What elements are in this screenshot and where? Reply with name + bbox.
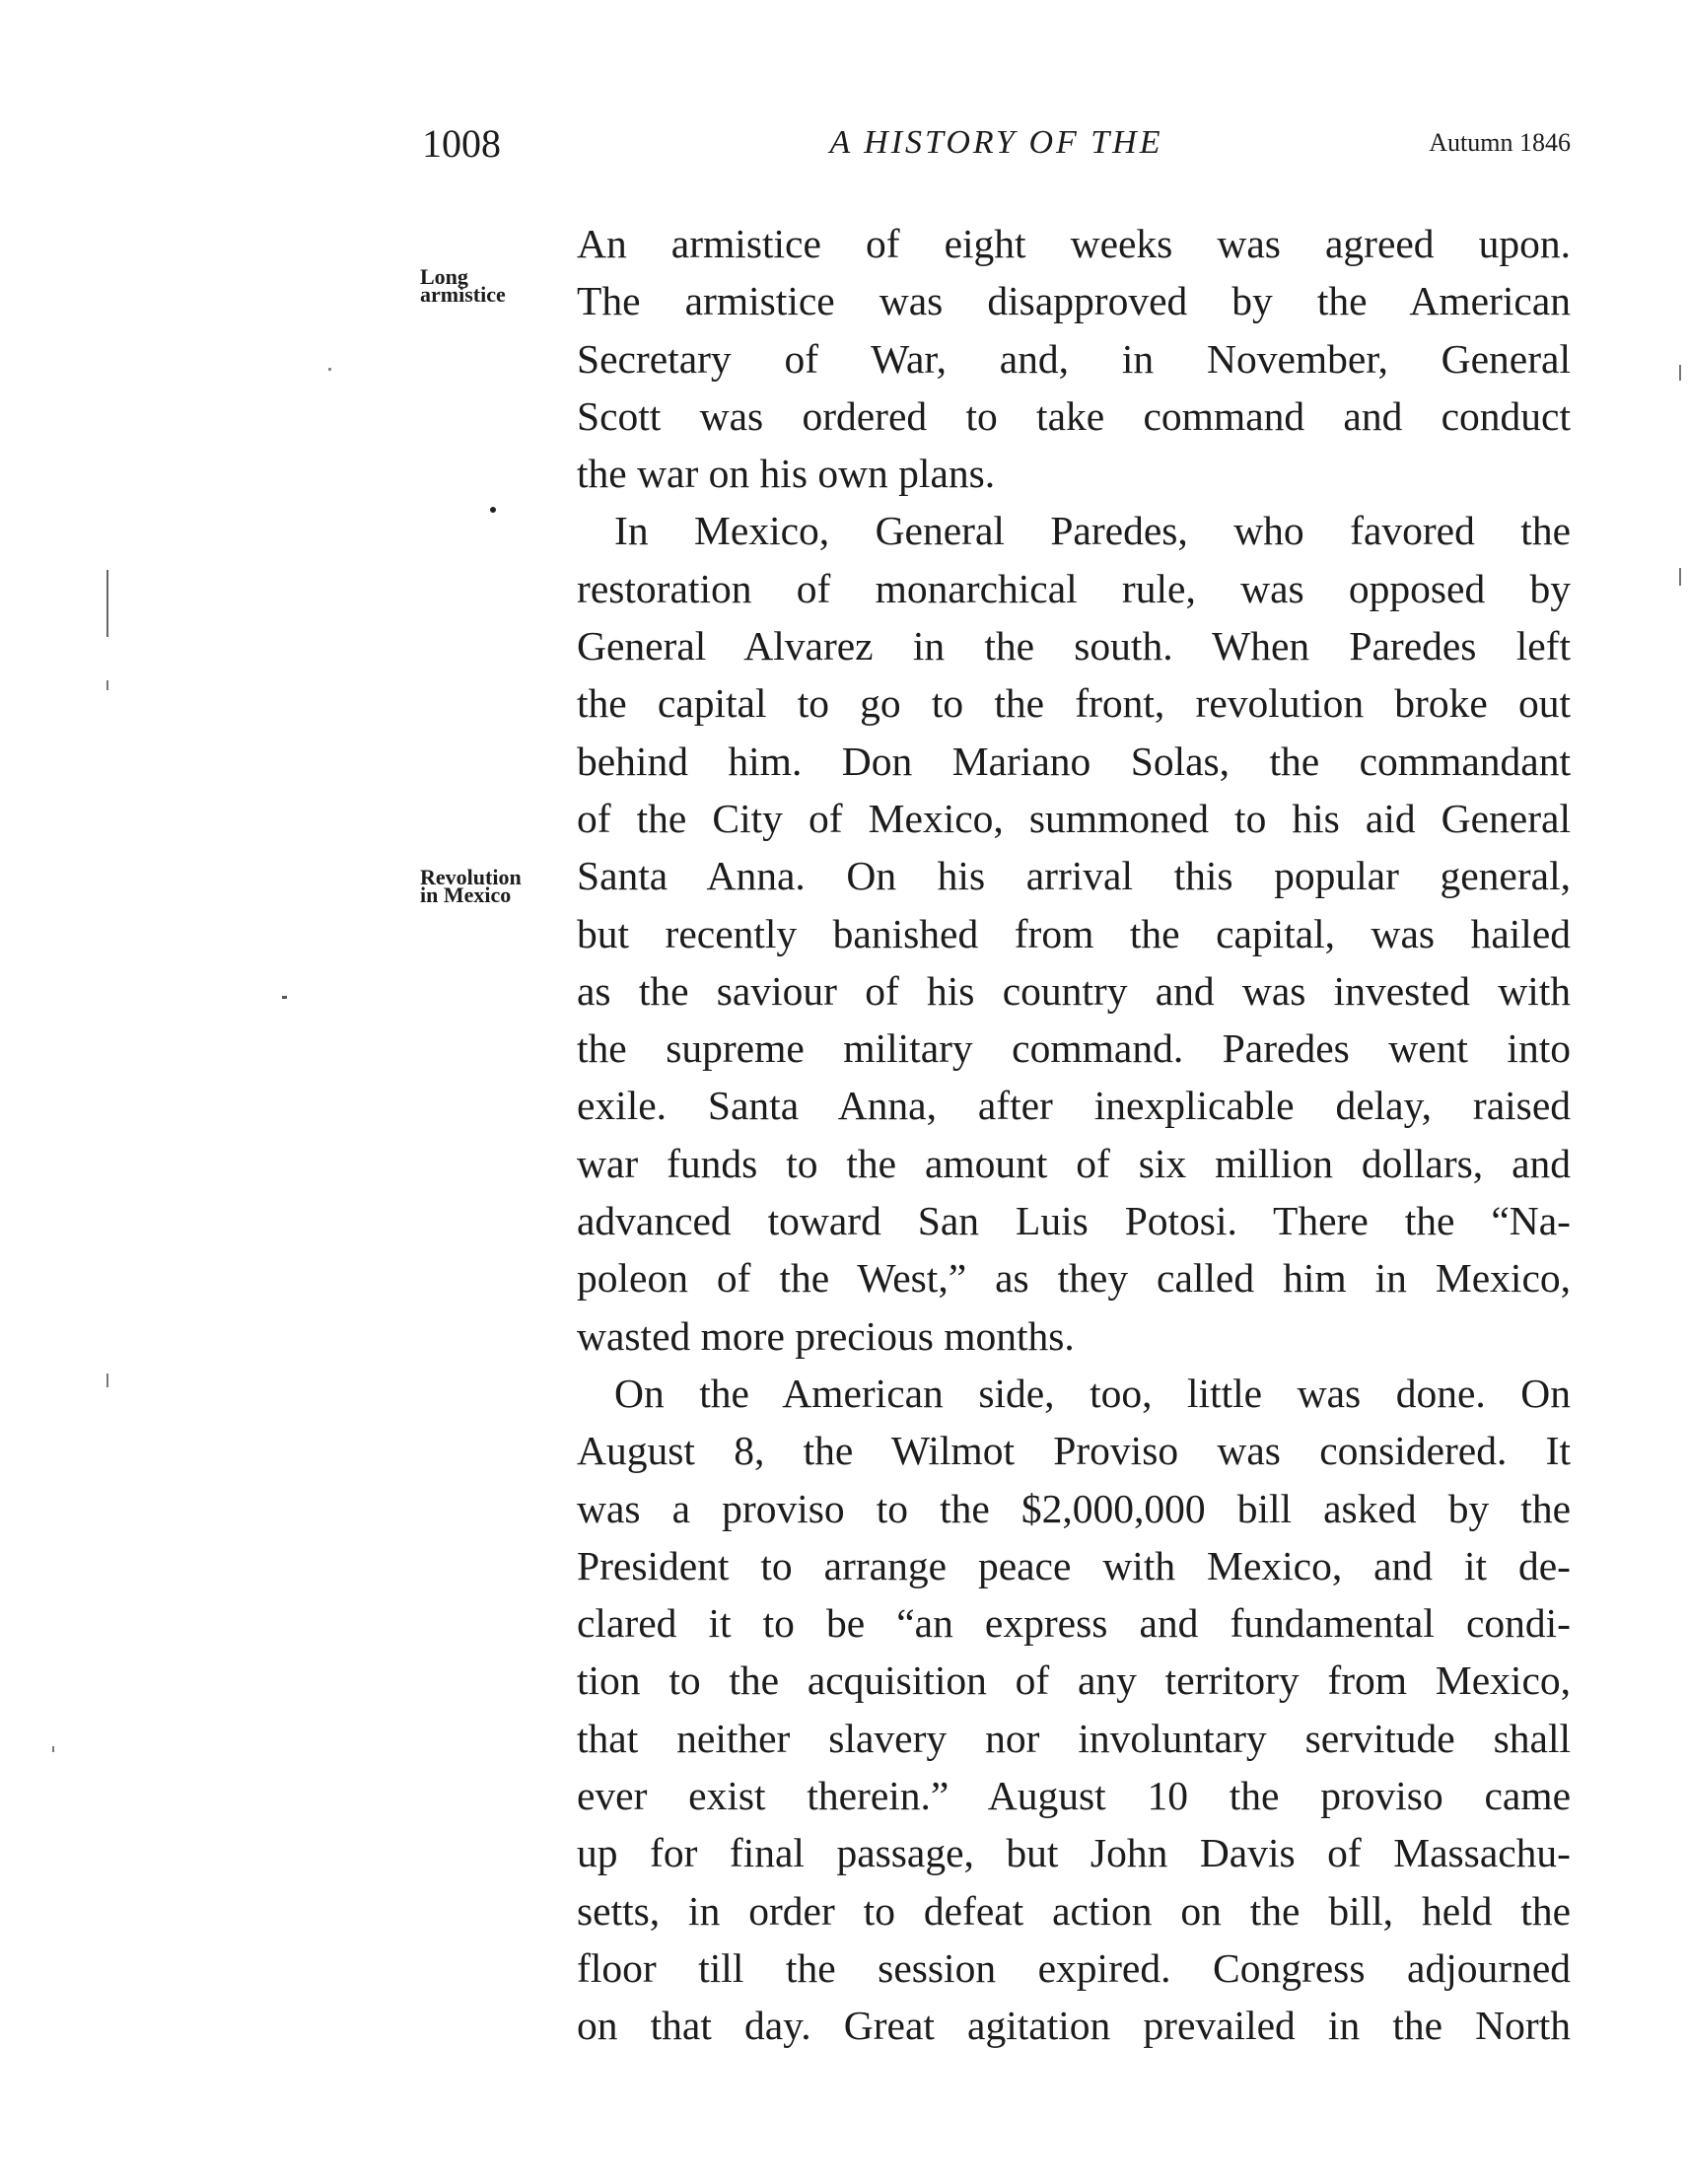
running-title: A HISTORY OF THE bbox=[829, 124, 1163, 161]
page-number: 1008 bbox=[422, 121, 501, 166]
text-line: poleon of the West,” as they called him in Mexico, bbox=[577, 1255, 1571, 1302]
margin-note-line: armistice bbox=[420, 282, 506, 307]
text-line: advanced toward San Luis Potosi. There the “Na- bbox=[577, 1198, 1571, 1244]
text-line: of the City of Mexico, summoned to his aid General bbox=[577, 795, 1571, 841]
text-line: ever exist therein.” August 10 the proviso came bbox=[577, 1773, 1571, 1819]
text-line: behind him. Don Mariano Solas, the commandant bbox=[577, 738, 1571, 784]
text-line: that neither slavery nor involuntary servitude shall bbox=[577, 1715, 1571, 1761]
running-date: Autumn 1846 bbox=[1429, 128, 1571, 157]
scan-mark bbox=[106, 1374, 108, 1387]
text-line: up for final passage, but John Davis of Massachu- bbox=[577, 1830, 1571, 1876]
text-line: tion to the acquisition of any territory from Mexico, bbox=[577, 1657, 1571, 1704]
margin-note-long-armistice bbox=[420, 264, 506, 307]
text-line: war funds to the amount of six million dollars, and bbox=[577, 1140, 1571, 1186]
scan-speck bbox=[328, 368, 331, 371]
margin-note-line: Long bbox=[420, 264, 468, 289]
text-line: as the saviour of his country and was invested with bbox=[577, 967, 1571, 1014]
text-line: exile. Santa Anna, after inexplicable delay, raised bbox=[577, 1083, 1571, 1129]
text-line: the capital to go to the front, revolution broke out bbox=[577, 680, 1571, 727]
text-line: on that day. Great agitation prevailed in the North bbox=[577, 2003, 1571, 2049]
text-line: General Alvarez in the south. When Paredes left bbox=[577, 623, 1571, 669]
text-line: President to arrange peace with Mexico, and it de- bbox=[577, 1542, 1571, 1588]
margin-note-line: in Mexico bbox=[420, 882, 512, 907]
margin-note-revolution-in-mexico bbox=[420, 865, 522, 907]
scan-mark bbox=[106, 570, 108, 637]
text-line: August 8, the Wilmot Proviso was considered. It bbox=[577, 1428, 1571, 1474]
text-line: Santa Anna. On his arrival this popular general, bbox=[577, 853, 1571, 899]
margin-note-line: Revolution bbox=[420, 865, 522, 889]
scan-speck bbox=[52, 1746, 54, 1752]
scan-speck bbox=[282, 996, 287, 999]
body-text bbox=[577, 215, 1571, 2055]
scan-speck bbox=[490, 507, 496, 513]
text-line: The armistice was disapproved by the American bbox=[577, 278, 1571, 324]
running-header bbox=[422, 120, 1571, 179]
text-line: In Mexico, General Paredes, who favored the bbox=[614, 508, 1571, 554]
text-line: wasted more precious months. bbox=[577, 1312, 1075, 1359]
text-line: the war on his own plans. bbox=[577, 451, 996, 497]
text-line: the supreme military command. Paredes went into bbox=[577, 1025, 1571, 1072]
text-line: An armistice of eight weeks was agreed upon. bbox=[577, 221, 1571, 266]
text-line: setts, in order to defeat action on the bill, held the bbox=[577, 1887, 1571, 1934]
text-line: was a proviso to the $2,000,000 bill asked by the bbox=[577, 1485, 1571, 1531]
text-line: restoration of monarchical rule, was opposed by bbox=[577, 565, 1571, 611]
scan-mark bbox=[1679, 568, 1681, 586]
text-line: floor till the session expired. Congress adjourned bbox=[577, 1944, 1571, 1991]
text-line: but recently banished from the capital, was hailed bbox=[577, 910, 1571, 956]
text-line: Secretary of War, and, in November, General bbox=[577, 335, 1571, 382]
text-line: clared it to be “an express and fundamental condi- bbox=[577, 1600, 1571, 1647]
scan-mark bbox=[1679, 365, 1681, 381]
scan-mark bbox=[106, 680, 108, 690]
text-line: Scott was ordered to take command and conduct bbox=[577, 392, 1571, 439]
text-line: On the American side, too, little was done. On bbox=[614, 1370, 1571, 1416]
